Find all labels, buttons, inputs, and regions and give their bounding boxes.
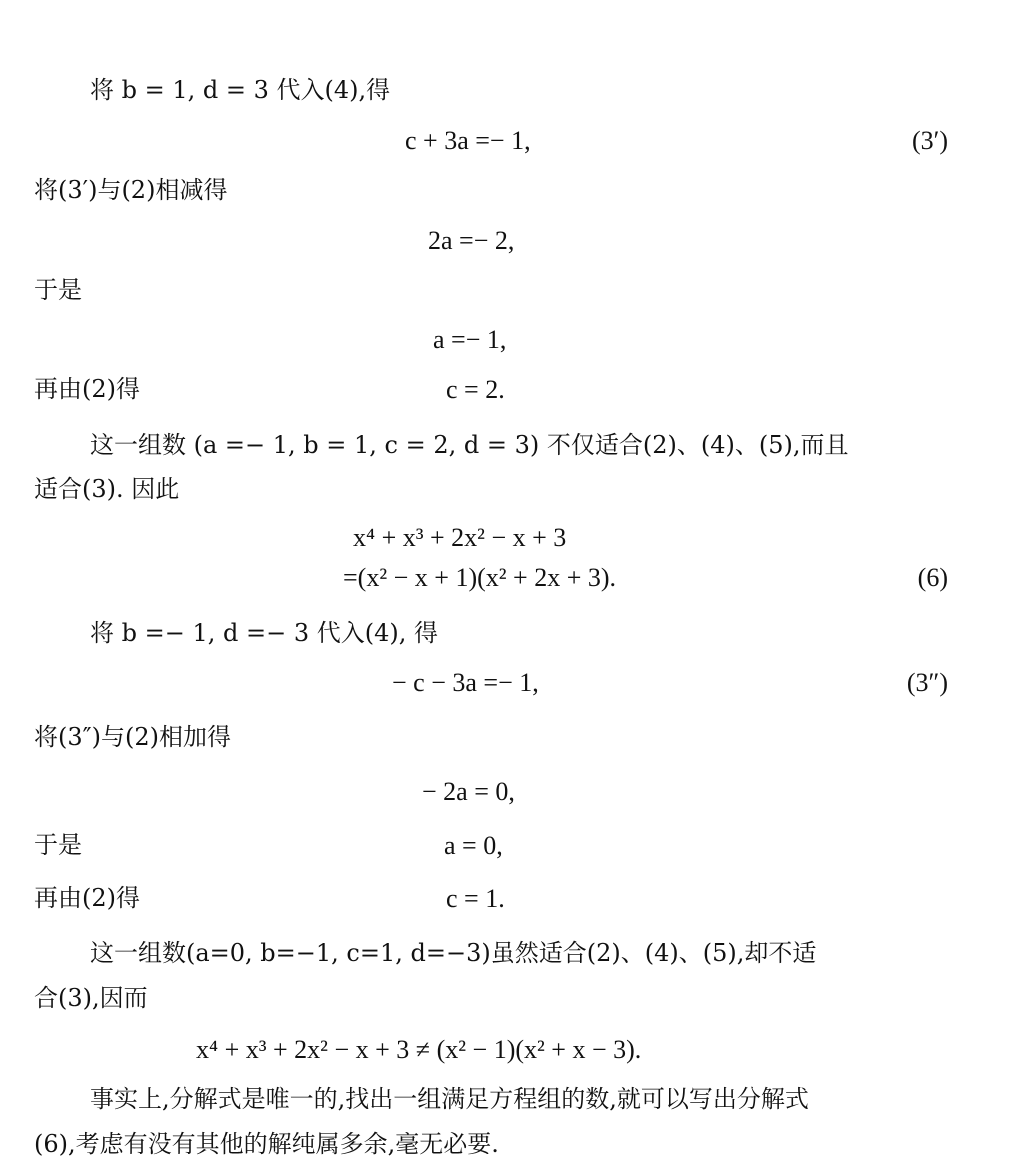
text-line: 再由(2)得 <box>34 884 140 912</box>
equation: − c − 3a =− 1, <box>392 668 539 697</box>
equation: x⁴ + x³ + 2x² − x + 3 ≠ (x² − 1)(x² + x − 3). <box>196 1035 642 1064</box>
equation: c = 2. <box>446 375 505 404</box>
equation: c = 1. <box>446 884 505 913</box>
equation-tag: (6) <box>917 563 948 592</box>
text-line: 事实上,分解式是唯一的,找出一组满足方程组的数,就可以写出分解式 <box>90 1085 809 1113</box>
equation: a = 0, <box>444 831 503 860</box>
equation: a =− 1, <box>433 325 507 354</box>
text-line: 合(3),因而 <box>34 984 148 1012</box>
text-line: 再由(2)得 <box>34 375 140 403</box>
equation: − 2a = 0, <box>422 777 515 806</box>
text-line: 于是 <box>34 831 82 859</box>
equation-tag: (3″) <box>906 668 948 697</box>
equation: 2a =− 2, <box>428 226 515 255</box>
equation: x⁴ + x³ + 2x² − x + 3 <box>353 523 567 552</box>
text-line: 这一组数 (a =− 1, b = 1, c = 2, d = 3) 不仅适合(2)、(4)、(5),而且 <box>90 431 849 459</box>
text-line: 将(3″)与(2)相加得 <box>34 723 231 751</box>
text-line: 将 b =− 1, d =− 3 代入(4), 得 <box>90 619 438 647</box>
text-line: 将 b = 1, d = 3 代入(4),得 <box>90 76 391 104</box>
text-line: (6),考虑有没有其他的解纯属多余,毫无必要. <box>34 1130 499 1158</box>
equation-tag: (3′) <box>911 126 948 155</box>
equation: c + 3a =− 1, <box>405 126 531 155</box>
text-line: 适合(3). 因此 <box>34 475 180 503</box>
text-line: 这一组数(a=0, b=−1, c=1, d=−3)虽然适合(2)、(4)、(5),却不适 <box>90 939 817 967</box>
equation: =(x² − x + 1)(x² + 2x + 3). <box>343 563 617 592</box>
text-line: 于是 <box>34 276 82 304</box>
text-line: 将(3′)与(2)相减得 <box>34 176 228 204</box>
